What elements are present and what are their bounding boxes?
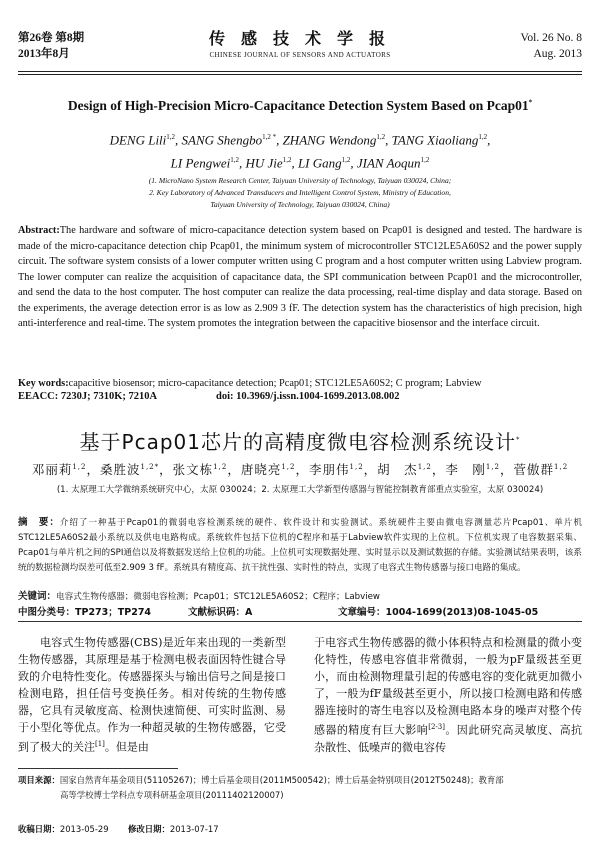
author-cn: 邓丽莉 (31, 462, 73, 477)
author-cn: 胡 杰 (377, 462, 418, 477)
body-column-left (18, 634, 286, 756)
author-en: LI Gang (297, 155, 342, 171)
affiliation-line: Taiyuan University of Technology, Taiyuan 030024, China) (210, 200, 390, 209)
author-en: HU Jie (245, 155, 283, 171)
affiliations-en (40, 175, 560, 211)
title-en-mark: * (528, 98, 533, 107)
author-en: SANG Shengbo (181, 132, 263, 148)
funding-text-cont: 高等学校博士学科点专项科研基金项目(20111402120007) (60, 790, 284, 800)
title-cn-mark: * (515, 435, 521, 444)
title-cn-text: 基于Pcap01芯片的高精度微电容检测系统设计 (79, 430, 516, 454)
running-header (18, 30, 582, 74)
body-column-right (314, 634, 582, 756)
keywords-text: capacitive biosensor; micro-capacitance detection; Pcap01; STC12LE5A60S2; C program; Labview (68, 378, 482, 389)
title-en (18, 98, 582, 114)
citation[interactable]: [2-3] (428, 723, 445, 731)
title-cn (18, 426, 582, 455)
abstract-en (18, 223, 582, 332)
author-en: ZHANG Wendong (282, 132, 377, 148)
revised-label: 修改日期： (128, 824, 170, 834)
keywords-label: Key words: (18, 378, 69, 389)
keywords-en (18, 376, 582, 391)
section-divider (18, 621, 582, 622)
authors-cn: 邓丽莉$^{1,2}$，桑胜波$^{1,2*}$，张文栋$^{1,2}$，唐晓亮$^{1,2}$，李朋伟$^{1,2}$，胡 杰$^{1,2}$，李 刚$^{1,2}$，菅傲群$^{1,2}$ (31, 462, 569, 477)
citation[interactable]: [1] (95, 740, 105, 748)
author-en: TANG Xiaoliang (391, 132, 479, 148)
revised-date: 2013-07-17 (169, 824, 219, 834)
volume-en: Vol. 26 No. 8 (520, 32, 582, 44)
abstract-cn-label: 摘 要： (18, 517, 60, 528)
body-paragraph: 电容式生物传感器(CBS)是近年来出现的一类新型生物传感器，其原理是基于检测电极表面因特性键合导致的介电特性变化。传感器探头与输出信号之间是接口检测电路，担任信号变换任务。相对传统的生物传感器，它具有灵敏度高、检测快速简便、可实时监测、易于小型化等优点。作为一种超灵敏的生物传感器，它受到了极大的关注[1]。但是由 (18, 636, 286, 754)
authors-en: DENG Lili$^{1,2}$, SANG Shengbo$^{1,2 *}$, ZHANG Wendong$^{1,2}$, TANG Xiaoliang$^{1,2}$, LI Pengwei$^{1,2}$, HU Jie$^{1,2}$, LI Gang$^{1,2}$, JIAN Aoqun$^{1,2}$ (109, 132, 491, 171)
author-cn: 唐晓亮 (240, 462, 282, 477)
author-en: JIAN Aoqun (356, 155, 421, 171)
keywords-cn-text: 电容式生物传感器；微弱电容检测；Pcap01；STC12LE5A60S2；C程序；Labview (56, 592, 380, 602)
affiliation-cn: (1. 太原理工大学微纳系统研究中心，太原 030024；2. 太原理工大学新型传感器与智能控制教育部重点实验室，太原 030024) (56, 485, 544, 495)
body-paragraph: 于电容式生物传感器的微小体积特点和检测量的微小变化特性，传感电容值非常微弱，一般为pF量级甚至更小，而由检测物理量引起的传感电容的变化就更加微小了，一般为fF量级甚至更小，所以接口检测电路和传感器连接时的寄生电容以及检测电路本身的噪声对整个传感器的精度有巨大影响[2-3]。因此研究高灵敏度、高抗杂散性、低噪声的微电容传 (314, 636, 583, 754)
author-cn: 李 刚 (445, 462, 486, 477)
eeacc-codes: EEACC: 7230J; 7310K; 7210A (18, 391, 158, 402)
keywords-cn (18, 588, 582, 602)
affiliation-line: 2. Key Laboratory of Advanced Transducers and Intelligent Control System, Ministry of Education, (149, 188, 451, 197)
abstract-cn (18, 515, 582, 576)
clc-number: 中图分类号：TP273；TP274 (18, 607, 152, 618)
abstract-cn-text: 介绍了一种基于Pcap01的微弱电容检测系统的硬件、软件设计和实验测试。系统硬件主要由微电容测量芯片Pcap01、单片机STC12LE5A60S2最小系统以及供电电路构成。系统软件包括下位机的C程序和基于Labview软件实现的上位机。下位机实现了电容数据采集、Pcap01与单片机之间的SPI通信以及将数据发送给上位机的功能。上位机可实现数据处理、实时显示以及测试数据的存储。实验测试结果表明，该系统的数据检测均误差可低至2.909 3 fF。系统具有精度高、抗干扰性强、实时性的特点，实现了电容式生物传感器与接口电路的集成。 (18, 518, 582, 573)
received-label: 收稿日期： (18, 824, 60, 834)
dates-footnote (18, 823, 582, 835)
keywords-cn-label: 关键词： (18, 591, 57, 602)
abstract-text: The hardware and software of micro-capacitance detection system based on Pcap01 is designed and tested. The hardware is made of the micro-capacitance detection chip Pcap01, the minimum system of microcontroller STC12LE5A60S2 and the power supply circuit. The software system consists of a lower computer written using C program and a host computer written using Labview program. The lower computer can realize the acquisition of capacitance data, the SPI communication between Pcap01 and the microcontroller, and send the data to the host computer. The host computer can realize the data processing, real-time display and data storage. Based on the experiments, the average detection error is as low as 2.909 3 fF. The detection system has the characteristics of high precision, high anti-interference and real-time. The system promotes the integration between the capacitive biosensor and the interface circuit. (18, 225, 582, 329)
journal-name-en: CHINESE JOURNAL OF SENSORS AND ACTUATORS (209, 51, 391, 59)
volume-cn: 第26卷 第8期 (18, 32, 85, 44)
header-rule-top (18, 71, 582, 72)
article-number: 文章编号：1004-1699(2013)08-1045-05 (338, 607, 539, 618)
funding-footnote (18, 773, 582, 803)
author-en: DENG Lili (109, 132, 167, 148)
footnote-rule (18, 768, 178, 769)
received-date: 2013-05-29 (59, 824, 109, 834)
title-en-text: Design of High-Precision Micro-Capacitance Detection System Based on Pcap01 (67, 98, 529, 113)
author-cn: 李朋伟 (309, 462, 350, 477)
journal-name (18, 30, 582, 60)
journal-name-cn: 传 感 技 术 学 报 (208, 31, 391, 48)
eeacc-line (18, 391, 582, 402)
header-right (521, 30, 582, 62)
header-rule-bottom (18, 74, 582, 75)
abstract-label: Abstract: (18, 225, 60, 236)
funding-label: 项目来源： (18, 775, 60, 785)
date-en: Aug. 2013 (533, 48, 582, 60)
author-en: LI Pengwei (170, 155, 231, 171)
document-code: 文献标识码：A (188, 607, 253, 618)
date-cn: 2013年8月 (18, 48, 70, 60)
doi-link[interactable]: doi: 10.3969/j.issn.1004-1699.2013.08.002 (216, 391, 400, 402)
author-cn: 桑胜波 (99, 462, 141, 477)
author-cn: 张文栋 (172, 462, 214, 477)
author-cn: 菅傲群 (513, 462, 555, 477)
funding-text: 国家自然青年基金项目(51105267)；博士后基金项目(2011M500542)；博士后基金特别项目(2012T50248)；教育部 (59, 775, 504, 785)
affiliation-line: (1. MicroNano System Research Center, Taiyuan University of Technology, Taiyuan 030024, China; (148, 176, 452, 185)
